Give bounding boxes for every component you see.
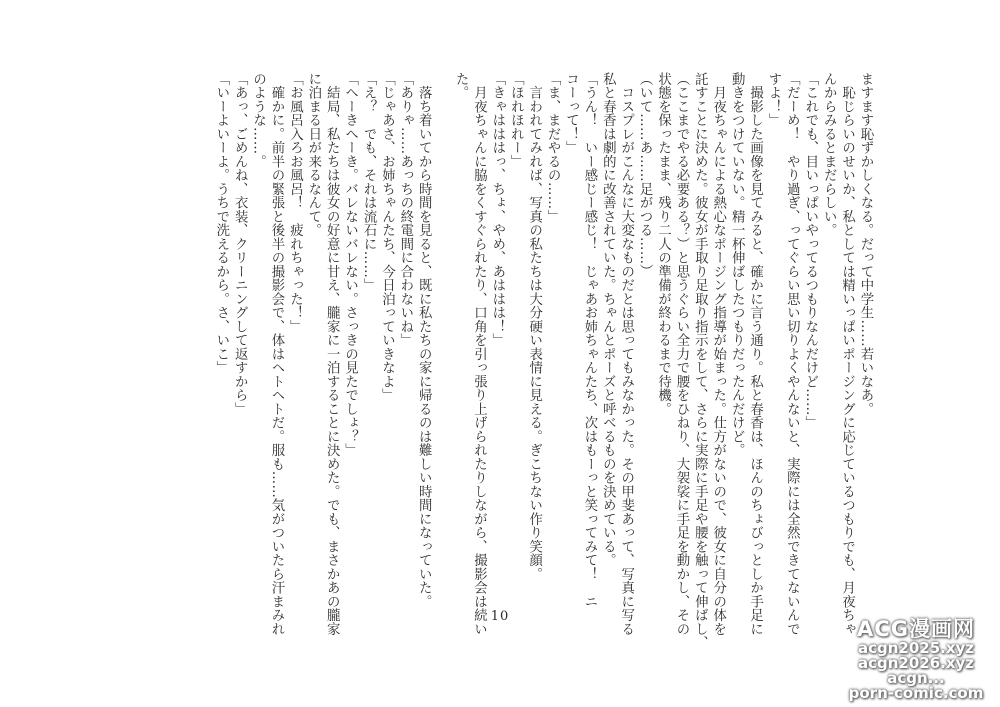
text-line: 「じゃあさ、お姉ちゃんたち、今日泊っていきなよ」 — [379, 72, 395, 402]
paragraph-gap — [432, 72, 450, 592]
text-line: 「うん！ いー感じー感じ！ じゃあお姉ちゃんたち、次はもーっと笑ってみて！ ニ — [581, 72, 597, 609]
text-line: 「きゃはははっ、ちょ、やめ、あははは！」 — [489, 72, 505, 347]
text-line: 「だーめ！ やり過ぎ、ってぐらい思い切りよくやんないと、実際には全然できてないんで — [784, 72, 800, 636]
text-line: 「へーきへーき。バレないバレない。さっきの見たでしょ？」 — [342, 72, 358, 457]
text-line: 確かに。前半の緊張と後半の撮影会で、体はヘトヘトだ。服も……気がついたら汗まみれ — [269, 72, 284, 636]
text-line: 月夜ちゃんに脇をくすぐられたり、口角を引っ張り上げられたりしながら、撮影会は続い — [471, 72, 487, 636]
watermark-title: ACG漫画网 — [857, 617, 975, 641]
text-line: 月夜ちゃんによる熱心なポージング指導が始まった。仕方がないので、彼女に自分の体を — [710, 72, 726, 636]
watermark — [846, 617, 986, 701]
text-line: 「これでも、目いっぱいやってるつもりなんだけど……」 — [802, 72, 818, 430]
text-line: すよ！」 — [765, 72, 781, 127]
watermark-url: acgn2026.xyz — [857, 654, 975, 672]
text-line: （いて……あ……足がつる……） — [637, 72, 653, 279]
text-line: た。 — [453, 72, 469, 100]
text-line: 動きをつけていない。精一杯伸ばしたつもりだったんだけど。 — [729, 72, 745, 457]
text-line: 「ま、まだやるの……」 — [545, 72, 561, 224]
watermark-url: acgn2025.xyz — [857, 639, 975, 657]
text-line: 言われてみれば、写真の私たちは大分硬い表情に見える。ぎこちない作り笑顔。 — [526, 72, 542, 581]
text-line: 落ち着いてから時間を見ると、既に私たちの家に帰るのは難しい時間になっていた。 — [416, 72, 432, 609]
text-line: 撮影した画像を見てみると、確かに言う通り。私と春香は、ほんのちょびっとしか手足に — [747, 72, 763, 636]
text-line: コーって！」 — [563, 72, 579, 155]
text-line: 状態を保ったまま、残り二人の準備が終わるまで待機。 — [655, 72, 671, 416]
text-line: 「え？ でも、それは流石に……」 — [361, 72, 377, 292]
watermark-url: porn-comic.com — [848, 684, 984, 702]
text-line: のような……。 — [250, 72, 266, 169]
page-number: 10 — [490, 609, 510, 624]
text-line: ますます恥ずかしくなる。だって中学生……若いなあ。 — [858, 72, 873, 416]
text-line: 恥じらいのせいか、私としては精いっぱいポージングに応じているつもりでも、月夜ちゃ — [839, 72, 855, 636]
text-line: 「いーよいーよ。うちで洗えるから。さ、いこ」 — [213, 72, 229, 375]
text-line: 結局、私たちは彼女の好意に甘え、朧家に一泊することに決めた。でも、まさかあの朧家 — [324, 72, 340, 636]
text-line: 「お風呂入ろお風呂！ 疲れちゃった！」 — [287, 72, 303, 334]
text-line: んからみるとまだらしい。 — [821, 72, 837, 237]
text-line: に泊まる日が来るなんて。 — [305, 72, 321, 237]
text-line: （ここまでやる必要ある？）と思うぐらい全力で腰をひねり、大袈裟に手足を動かし、その — [673, 72, 689, 636]
text-line: 「ありゃ……あっちの終電間に合わないね」 — [397, 72, 413, 347]
text-line: 「ほれほれー」 — [508, 72, 524, 169]
text-line: 私と春香は劇的に改善されていた。ちゃんとポーズと呼べるものを決めている。 — [600, 72, 616, 567]
watermark-url: acgn... — [887, 669, 945, 687]
text-line: コスプレがこんなに大変なものだとは思ってもみなかった。その甲斐あって、写真に写る — [618, 72, 634, 636]
text-line: 託すことに決めた。彼女が手取り足取り指示をして、さらに実際に手足や腰を触って伸ばし、 — [692, 72, 708, 650]
text-line: 「あっ、ごめんね、衣装、クリーニングして返すから」 — [232, 72, 248, 416]
